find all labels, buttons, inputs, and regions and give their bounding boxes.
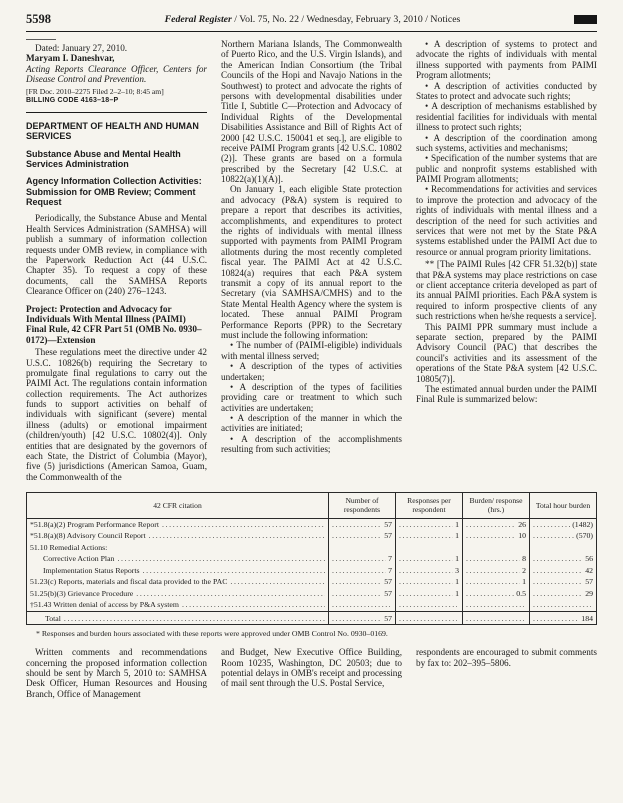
total-cell: ..... 184	[530, 611, 597, 625]
total-cell: ..... (1482)	[530, 518, 597, 530]
total-cell: ..... 57	[530, 576, 597, 588]
table-row	[27, 518, 597, 530]
burden-cell: ..... 0.5	[463, 588, 530, 600]
citation-cell: Implementation Status Reports .....	[27, 565, 329, 577]
table-row	[27, 611, 597, 625]
bullet-item: • A description of activities conducted by States to protect and advocate such rights;	[416, 81, 597, 102]
continuation-rule	[26, 39, 56, 40]
bottom-column-middle	[221, 647, 402, 699]
dot-leader	[466, 520, 516, 530]
dot-leader	[332, 554, 386, 564]
respondents-cell: ..... 57	[329, 576, 396, 588]
section-divider	[26, 112, 207, 113]
total-cell: ..... (570)	[530, 530, 597, 542]
intro-paragraph: Periodically, the Substance Abuse and Mental Health Services Administration (SAMHSA) will publish a summary of information collection requests under OMB review, in compliance with the Paperwork Reduction Act (44 U.S.C. Chapter 35). To request a copy of these documents, call the SAMHSA Reports Clearance Officer on (240) 276–1243.	[26, 213, 207, 297]
col-header-total: Total hour burden	[530, 493, 597, 519]
bullet-item: • A description of the types of facilities providing care or treatment to which such activities are undertaken;	[221, 382, 402, 413]
burden-cell: ..... 10	[463, 530, 530, 542]
department-heading: DEPARTMENT OF HEALTH AND HUMAN SERVICES	[26, 121, 199, 142]
project-heading: Project: Protection and Advocacy for Individuals With Mental Illness (PAIMI) Final Rule, 42 CFR Part 51 (OMB No. 0930–0172)—Extension	[26, 303, 202, 345]
body-paragraph: On January 1, each eligible State protection and advocacy (P&A) system is required to prepare a report that describes its activities, accomplishments, and expenditures to protect the rights of individuals with mental illness supported with payments from PAIMI Program allotments during the most recently completed fiscal year. The PAIMI Act at 42 U.S.C. 10824(a) requires that each P&A system transmit a copy of its annual report to the Secretary (via SAMHSA/CMHS) and to the State Mental Health Agency where the system is located. These annual PAIMI Program Performance Reports (PPR) to the Secretary must include the following information:	[221, 184, 402, 340]
bottom-columns	[26, 647, 597, 699]
burden-cell: ..... 26	[463, 518, 530, 530]
burden-table	[26, 492, 597, 625]
dot-leader	[466, 614, 524, 624]
masthead	[26, 12, 597, 32]
total-cell	[530, 542, 597, 554]
dot-leader	[332, 614, 382, 624]
bullet-list	[416, 39, 597, 257]
dot-leader	[533, 531, 574, 541]
body-paragraph: These regulations meet the directive under 42 U.S.C. 10826(b) requiring the Secretary to promulgate final regulations to carry out the PAIMI Act. The regulations contain information collection requirements. The Act authorizes funds to support activities on behalf of individuals with significant (severe) mental illness (adults) or emotional impairment (children/youth) [42 U.S.C. 10802(4)]. Only entities that are designated by the governors of each State, the District of Columbia (Mayor), five (5) jurisdictions (American Samoa, Guam, the Commonwealth of the	[26, 347, 207, 482]
dot-leader	[533, 577, 583, 587]
dot-leader	[332, 531, 382, 541]
issue-info: / Vol. 75, No. 22 / Wednesday, February 3, 2010 / Notices	[231, 14, 461, 25]
bottom-column-right	[416, 647, 597, 699]
dot-leader	[399, 554, 453, 564]
col-header-citation: 42 CFR citation	[27, 493, 329, 519]
burden-cell: ..... 2	[463, 565, 530, 577]
citation-cell: †51.43 Written denial of access by P&A system .....	[27, 599, 329, 611]
table-row	[27, 565, 597, 577]
column-middle	[221, 39, 402, 482]
signature-title: Acting Reports Clearance Officer, Centers for Disease Control and Prevention.	[26, 63, 207, 85]
body-paragraph: The estimated annual burden under the PAIMI Final Rule is summarized below:	[416, 383, 597, 405]
dot-leader	[64, 614, 325, 624]
citation-cell: 51.10 Remedial Actions:	[30, 542, 108, 552]
table-row	[27, 553, 597, 565]
dot-leader	[143, 566, 325, 576]
header-black-mark	[574, 15, 597, 24]
bottom-column-left	[26, 647, 207, 699]
col-header-burden: Burden/ response (hrs.)	[463, 493, 530, 519]
journal-name: Federal Register	[164, 14, 232, 25]
bullet-list	[221, 340, 402, 454]
dot-leader	[399, 566, 453, 576]
bottom-paragraph-3: respondents are encouraged to submit comments by fax to: 202–395–5806.	[416, 647, 597, 668]
dot-leader	[399, 589, 453, 599]
table-row	[27, 542, 597, 554]
responses-cell: ..... 1	[396, 576, 463, 588]
total-cell: ..... 29	[530, 588, 597, 600]
total-cell: ..... 42	[530, 565, 597, 577]
dot-leader	[466, 577, 520, 587]
dot-leader	[149, 531, 325, 541]
respondents-cell: ..... 57	[329, 530, 396, 542]
table-footnote: * Responses and burden hours associated with these reports were approved under OMB Control No. 0930–0169.	[36, 629, 388, 639]
respondents-cell: ..... 57	[329, 518, 396, 530]
dot-leader	[332, 520, 382, 530]
bottom-paragraph-1: Written comments and recommendations concerning the proposed information collection should be sent by March 5, 2010 to: SAMHSA Desk Officer, Human Resources and Housing Branch, Office of Management	[26, 647, 207, 699]
body-paragraph: This PAIMI PPR summary must include a separate section, prepared by the PAIMI Advisory Council (PAC) that describes the council's activities and its assessment of the operations of the State P&A system [42 U.S.C. 10805(7)].	[416, 321, 597, 384]
dot-leader	[466, 566, 520, 576]
burden-cell: ..... 1	[463, 576, 530, 588]
bullet-item: • A description of the types of activities undertaken;	[221, 361, 402, 382]
responses-cell: ..... 1	[396, 588, 463, 600]
dot-leader	[533, 589, 583, 599]
respondents-cell: ..... 57	[329, 588, 396, 600]
content-columns	[26, 39, 597, 482]
respondents-cell: ..... 57	[329, 611, 396, 625]
dot-leader	[466, 531, 516, 541]
fr-doc-line: [FR Doc. 2010–2275 Filed 2–2–10; 8:45 am]	[26, 86, 164, 96]
table-row	[27, 576, 597, 588]
responses-cell: ..... 3	[396, 565, 463, 577]
dot-leader	[332, 566, 386, 576]
col-header-respondents: Number of respondents	[329, 493, 396, 519]
citation-cell: 51.23(c) Reports, materials and fiscal data provided to the PAC .....	[27, 576, 329, 588]
bottom-paragraph-2: and Budget, New Executive Office Building, Room 10235, Washington, DC 20503; due to potential delays in OMB's receipt and processing of mail sent through the U.S. Postal Service,	[221, 647, 402, 689]
dot-leader	[332, 577, 382, 587]
dot-leader	[533, 554, 583, 564]
citation-cell: Total .....	[27, 611, 329, 625]
dot-leader	[466, 600, 524, 610]
table-body	[27, 518, 597, 625]
responses-cell: ..... 1	[396, 518, 463, 530]
page-number: 5598	[26, 12, 51, 26]
paimi-rules-note: ** [The PAIMI Rules [42 CFR 51.32(b)] state that P&A systems may place restrictions on case or client acceptance criteria developed as part of its annual PAIMI priorities. Each P&A system is required to inform prospective clients of any such restrictions when he/she requests a service].	[416, 259, 597, 322]
dot-leader	[533, 600, 591, 610]
dot-leader	[399, 614, 457, 624]
burden-cell	[463, 599, 530, 611]
citation-cell: Corrective Action Plan .....	[27, 553, 329, 565]
respondents-cell	[329, 599, 396, 611]
column-left	[26, 39, 207, 482]
dot-leader	[533, 566, 583, 576]
agency-heading: Substance Abuse and Mental Health Services Administration	[26, 148, 181, 170]
burden-cell	[463, 611, 530, 625]
table-row	[27, 588, 597, 600]
dot-leader	[332, 589, 382, 599]
total-cell: ..... 56	[530, 553, 597, 565]
col-header-responses: Responses per respondent	[396, 493, 463, 519]
notice-title: Agency Information Collection Activities: Submission for OMB Review; Comment Request	[26, 176, 202, 208]
dot-leader	[399, 577, 453, 587]
bullet-item: • A description of mechanisms established by residential facilities for individuals with mental illness to protect such rights;	[416, 101, 597, 132]
billing-code: BILLING CODE 4163–18–P	[26, 97, 119, 105]
dot-leader	[399, 600, 457, 610]
dated-line: Dated: January 27, 2010.	[35, 43, 128, 53]
table-row	[27, 530, 597, 542]
dot-leader	[466, 554, 520, 564]
dot-leader	[399, 520, 453, 530]
table-header-row	[27, 493, 597, 519]
citation-cell: 51.25(b)(3) Grievance Procedure .....	[27, 588, 329, 600]
responses-cell	[396, 611, 463, 625]
dot-leader	[136, 589, 325, 599]
signature-name: Maryam I. Daneshvar,	[26, 53, 115, 64]
bullet-item: • A description of the accomplishments resulting from such activities;	[221, 434, 402, 455]
dot-leader	[162, 520, 325, 530]
dot-leader	[117, 554, 325, 564]
dot-leader	[230, 577, 325, 587]
bullet-item: • A description of systems to protect and advocate the rights of individuals with mental illness supported with payments from PAIMI Program allotments;	[416, 39, 597, 81]
body-paragraph: Northern Mariana Islands, The Commonwealth of Puerto Rico, and the U.S. Virgin Islands), and the American Indian Consortium (the Tribal Councils of the Hopi and Navajo Nations in the Southwest) to protect and advocate the rights of persons with developmental disabilities under Title I, Subtitle C—Protection and Advocacy of Individual Rights of the Developmental Disabilities Assistance and Bill of Rights Act of 2000 [42 U.S.C. 150041 et seq.], are eligible to receive PAIMI Program grants [42 U.S.C. 10802 (2)]. These grants are based on a formula prescribed by the Secretary [42 U.S.C. at 10822(a)(1)(A)].	[221, 39, 402, 185]
burden-cell: ..... 8	[463, 553, 530, 565]
dot-leader	[533, 614, 579, 624]
dot-leader	[332, 600, 390, 610]
dot-leader	[182, 600, 325, 610]
citation-cell: *51.8(a)(8) Advisory Council Report .....	[27, 530, 329, 542]
burden-cell	[463, 542, 530, 554]
table-row	[27, 599, 597, 611]
respondents-cell: ..... 7	[329, 565, 396, 577]
bullet-item: • Recommendations for activities and services to improve the protection and advocacy of the rights of individuals with mental illness and a description of the need for such activities and services that were not met by the State P&A systems established under the PAIMI Act due to resource or annual program priority limitations.	[416, 184, 597, 257]
dot-leader	[399, 531, 453, 541]
column-right	[416, 39, 597, 482]
bullet-item: • Specification of the number systems that are public and nonprofit systems established with PAIMI Program allotments;	[416, 153, 597, 184]
respondents-cell: ..... 7	[329, 553, 396, 565]
dot-leader	[533, 520, 570, 530]
responses-cell	[396, 542, 463, 554]
respondents-cell	[329, 542, 396, 554]
bullet-item: • A description of the coordination among such systems, activities and mechanisms;	[416, 133, 597, 154]
citation-cell: *51.8(a)(2) Program Performance Report .....	[27, 518, 329, 530]
responses-cell	[396, 599, 463, 611]
masthead-title	[51, 14, 574, 25]
responses-cell: ..... 1	[396, 530, 463, 542]
total-cell	[530, 599, 597, 611]
bullet-item: • The number of (PAIMI-eligible) individuals with mental illness served;	[221, 340, 402, 361]
dot-leader	[466, 589, 514, 599]
responses-cell: ..... 1	[396, 553, 463, 565]
bullet-item: • A description of the manner in which the activities are initiated;	[221, 413, 402, 434]
